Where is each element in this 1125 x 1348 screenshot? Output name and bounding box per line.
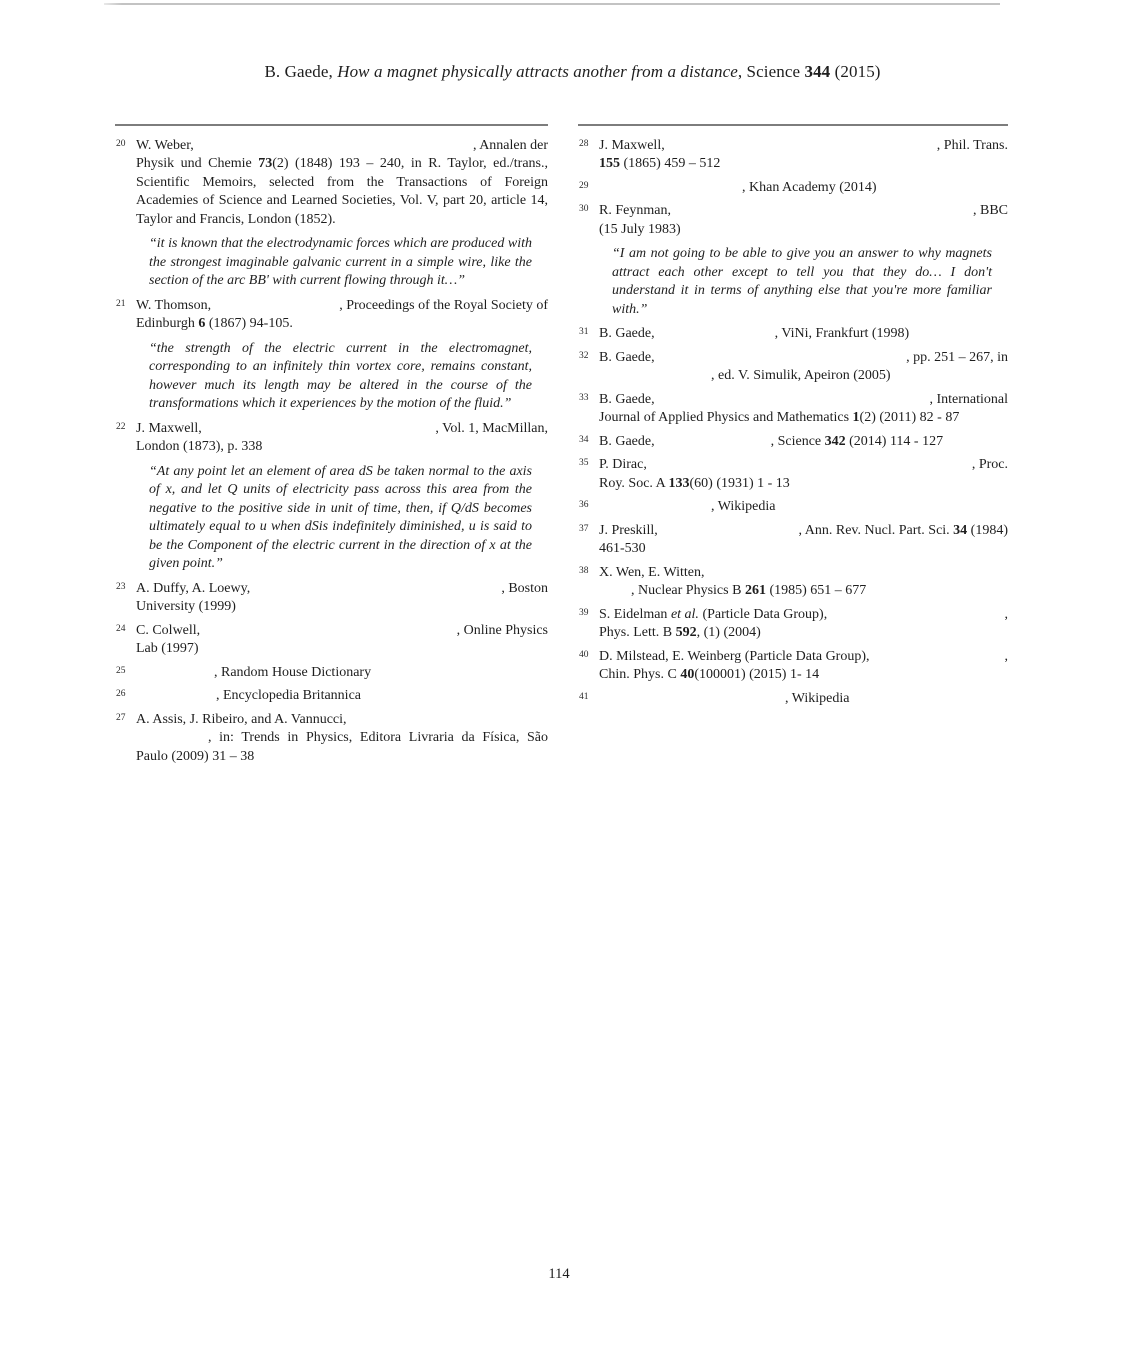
text-segment: , Science — [770, 433, 825, 449]
reference-line — [599, 202, 1008, 221]
reference-source — [473, 137, 548, 156]
text-segment: London (1873), p. 338 — [136, 439, 263, 455]
text-segment: , Khan Academy (2014) — [742, 179, 877, 195]
reference-authors — [136, 580, 250, 599]
text-segment: (2) (1848) 193 – 240, in R. Taylor, ed./trans., Scientific Memoirs, selected from the Transactions of Foreign Academies of Science and Learned Societies, Vol. V, part 20, article 14, Taylor and Francis, London (1852). — [136, 156, 548, 227]
redacted-title-gap — [136, 675, 214, 676]
footnotes-column-right — [578, 124, 1008, 713]
reference-authors — [599, 137, 665, 156]
text-segment: , — [1004, 606, 1008, 622]
reference-line — [136, 687, 548, 706]
footnote-number: 23 — [116, 581, 126, 592]
footnote-number: 35 — [579, 458, 589, 469]
reference-quote — [149, 235, 532, 291]
text-segment: , Vol. 1, MacMillan, — [435, 420, 548, 436]
text-segment: University (1999) — [136, 599, 236, 615]
footnote-25 — [115, 664, 548, 683]
text-segment: C. Colwell, — [136, 622, 201, 638]
reference-authors — [599, 648, 870, 667]
footnote-number: 39 — [579, 607, 589, 618]
reference-authors — [136, 297, 211, 316]
reference-line — [599, 137, 1008, 156]
text-segment: 40 — [680, 667, 695, 683]
footnote-number: 32 — [579, 350, 589, 361]
reference-authors — [599, 202, 671, 221]
text-segment: , International — [929, 391, 1008, 407]
footnote-36 — [578, 498, 1008, 517]
reference-authors — [599, 522, 658, 541]
reference-line — [599, 564, 1008, 583]
reference-line — [136, 315, 548, 334]
text-segment: (2015) — [830, 62, 881, 81]
text-segment: 461-530 — [599, 541, 646, 557]
footnote-39 — [578, 606, 1008, 643]
text-segment: , Proceedings of the Royal Society of — [339, 297, 548, 313]
footnote-33 — [578, 391, 1008, 428]
text-segment: 592 — [675, 625, 697, 641]
text-segment: , Boston — [501, 580, 548, 596]
text-segment: Roy. Soc. A — [599, 475, 669, 491]
footnote-22 — [115, 420, 548, 574]
footnote-number: 38 — [579, 565, 589, 576]
reference-line — [136, 438, 548, 457]
text-segment: S. Eidelman — [599, 606, 671, 622]
text-segment: , ed. V. Simulik, Apeiron (2005) — [711, 368, 891, 384]
footnote-34 — [578, 433, 1008, 452]
text-segment: Edinburgh — [136, 316, 199, 332]
footnote-26 — [115, 687, 548, 706]
reference-authors — [599, 349, 655, 368]
reference-source — [799, 522, 1008, 541]
footnote-29 — [578, 179, 1008, 198]
reference-line — [599, 433, 1008, 452]
reference-line — [136, 640, 548, 659]
reference-line — [599, 325, 1008, 344]
footnote-27 — [115, 711, 548, 767]
text-segment: Phys. Lett. B — [599, 625, 676, 641]
text-segment: , — [1004, 648, 1008, 664]
reference-line — [599, 540, 1008, 559]
text-segment: (2014) 114 - 127 — [845, 433, 944, 449]
reference-source — [906, 349, 1008, 368]
text-segment: , in: Trends in Physics, Editora Livraria da Física, São — [208, 730, 548, 746]
footnote-number: 22 — [116, 421, 126, 432]
reference-authors — [136, 137, 194, 156]
reference-authors — [136, 420, 202, 439]
reference-source — [1005, 606, 1009, 625]
text-segment: “At any point let an element of area dS be taken normal to the axis of x, and let Q units of electricity pass across this area from the negative to the positive side in unit of time, then, if Q/dS becomes ultimately equal to u when dSis indefinitely diminished, u is said to be the Component of the electric current in the direction of x at the given point.” — [149, 463, 532, 572]
footnote-28 — [578, 137, 1008, 174]
reference-line — [599, 456, 1008, 475]
text-segment: B. Gaede, — [264, 62, 338, 81]
reference-line — [136, 711, 548, 730]
footnote-separator-right — [578, 124, 1008, 126]
reference-line — [599, 475, 1008, 494]
footnote-30 — [578, 202, 1008, 319]
text-segment: (1865) 459 – 512 — [620, 156, 721, 172]
footnote-31 — [578, 325, 1008, 344]
footnotes-column-left — [115, 124, 548, 771]
text-segment: Physik und Chemie — [136, 156, 259, 172]
reference-line — [136, 420, 548, 439]
reference-line — [599, 409, 1008, 428]
reference-source — [457, 622, 548, 641]
reference-line — [599, 582, 1008, 601]
text-segment: Chin. Phys. C — [599, 667, 681, 683]
reference-quote — [612, 245, 992, 319]
text-segment: “it is known that the electrodynamic forces which are produced with the strongest imaginable galvanic current in a simple wire, like the section of the arc BB' with current flowing through it…” — [149, 236, 532, 289]
text-segment: , ViNi, Frankfurt (1998) — [774, 326, 910, 342]
text-segment: et al. — [670, 606, 699, 622]
reference-line — [136, 580, 548, 599]
reference-line — [599, 498, 1008, 517]
text-segment: , Random House Dictionary — [214, 664, 372, 680]
text-segment: , Science — [737, 62, 805, 81]
text-segment: , pp. 251 – 267, in — [906, 349, 1008, 365]
redacted-title-gap — [599, 701, 785, 702]
reference-line — [599, 391, 1008, 410]
redacted-title-gap — [136, 740, 208, 741]
reference-line — [599, 606, 1008, 625]
reference-line — [599, 690, 1008, 709]
redacted-title-gap — [599, 190, 742, 191]
reference-line — [599, 666, 1008, 685]
text-segment: 342 — [824, 433, 846, 449]
text-segment: (60) (1931) 1 - 13 — [689, 475, 790, 491]
redacted-title-gap — [136, 698, 216, 699]
reference-line — [599, 221, 1008, 240]
reference-authors — [599, 456, 647, 475]
text-segment: W. Weber, — [136, 137, 194, 153]
reference-line — [136, 622, 548, 641]
text-segment: , Annalen der — [472, 137, 548, 153]
text-segment: “the strength of the electric current in the electromagnet, corresponding to an infinitely thin vortex core, remains constant, however much its length may be altered in the course of the transformations which it experiences by the motion of the fluid.” — [149, 340, 532, 412]
text-segment: (1867) 94-105. — [205, 316, 293, 332]
text-segment: B. Gaede, — [599, 433, 655, 449]
reference-line — [599, 624, 1008, 643]
text-segment: 6 — [198, 316, 206, 332]
text-segment: Journal of Applied Physics and Mathematics — [599, 410, 853, 426]
text-segment: , Ann. Rev. Nucl. Part. Sci. — [798, 522, 954, 538]
text-segment: (1984) — [967, 522, 1008, 538]
footnote-number: 28 — [579, 138, 589, 149]
footnote-number: 41 — [579, 691, 589, 702]
text-segment: B. Gaede, — [599, 326, 655, 342]
redacted-title-gap — [599, 509, 711, 510]
text-segment: , BBC — [972, 203, 1008, 219]
text-segment: (Particle Data Group), — [698, 606, 828, 622]
text-segment: P. Dirac, — [599, 457, 647, 473]
text-segment: , Wikipedia — [785, 690, 850, 706]
reference-source — [929, 391, 1008, 410]
footnote-number: 31 — [579, 327, 589, 338]
text-segment: , Phil. Trans. — [936, 137, 1008, 153]
text-segment: 155 — [599, 156, 620, 172]
reference-source — [501, 580, 548, 599]
footnote-20 — [115, 137, 548, 291]
text-segment: 261 — [744, 583, 766, 599]
reference-line — [599, 179, 1008, 198]
footnote-number: 25 — [116, 665, 126, 676]
reference-line — [136, 729, 548, 748]
reference-line — [136, 155, 548, 229]
footnote-list-right — [578, 137, 1008, 709]
text-segment: (15 July 1983) — [599, 221, 681, 237]
text-segment: J. Maxwell, — [136, 420, 202, 436]
text-segment: , Proc. — [971, 457, 1008, 473]
text-segment: B. Gaede, — [599, 349, 655, 365]
text-segment: A. Duffy, A. Loewy, — [136, 580, 251, 596]
footnote-number: 37 — [579, 523, 589, 534]
text-segment: , Online Physics — [456, 622, 548, 638]
footnote-number: 21 — [116, 298, 126, 309]
footnote-number: 36 — [579, 500, 589, 511]
reference-line — [599, 648, 1008, 667]
footnote-23 — [115, 580, 548, 617]
reference-authors — [599, 391, 655, 410]
text-segment: J. Preskill, — [599, 522, 658, 538]
page-number: 114 — [548, 1266, 570, 1282]
text-segment: “I am not going to be able to give you an answer to why magnets attract each other except to tell you that they do… I don't understand it in terms of anything else that you're more familiar with.” — [612, 246, 992, 317]
footnote-number: 27 — [116, 712, 126, 723]
redacted-title-gap — [599, 593, 631, 594]
redacted-title-gap — [655, 444, 771, 445]
footnote-24 — [115, 622, 548, 659]
text-segment: How a magnet physically attracts another from a distance — [337, 62, 738, 81]
text-segment: , Wikipedia — [711, 499, 776, 515]
footnote-41 — [578, 690, 1008, 709]
reference-line — [599, 155, 1008, 174]
footnote-number: 33 — [579, 392, 589, 403]
document-title — [135, 62, 1010, 82]
reference-quote — [149, 340, 532, 414]
text-segment: (100001) (2015) 1- 14 — [694, 667, 820, 683]
reference-source — [435, 420, 548, 439]
text-segment: B. Gaede, — [599, 391, 655, 407]
reference-line — [136, 664, 548, 683]
reference-authors — [599, 606, 827, 625]
text-segment: , (1) (2004) — [696, 625, 761, 641]
reference-line — [136, 748, 548, 767]
footnote-number: 24 — [116, 623, 126, 634]
reference-source — [339, 297, 548, 316]
footnote-number: 26 — [116, 689, 126, 700]
reference-authors — [136, 622, 200, 641]
reference-source — [973, 202, 1008, 221]
footnote-35 — [578, 456, 1008, 493]
footnote-number: 29 — [579, 180, 589, 191]
text-segment: 34 — [953, 522, 968, 538]
footnote-21 — [115, 297, 548, 414]
text-segment: , Nuclear Physics B — [631, 583, 745, 599]
text-segment: (2) (2011) 82 - 87 — [859, 410, 960, 426]
text-segment: D. Milstead, E. Weinberg (Particle Data Group), — [599, 648, 870, 664]
footnote-number: 30 — [579, 204, 589, 215]
reference-source — [972, 456, 1008, 475]
text-segment: R. Feynman, — [599, 203, 671, 219]
text-segment: Lab (1997) — [136, 641, 199, 657]
reference-quote — [149, 463, 532, 574]
reference-source — [937, 137, 1008, 156]
reference-line — [136, 137, 548, 156]
footnote-number: 20 — [116, 138, 126, 149]
text-segment: W. Thomson, — [136, 297, 212, 313]
text-segment: , Encyclopedia Britannica — [216, 688, 361, 704]
text-segment: J. Maxwell, — [599, 137, 665, 153]
text-segment: X. Wen, E. Witten, — [599, 564, 705, 580]
footnote-32 — [578, 349, 1008, 386]
footnote-38 — [578, 564, 1008, 601]
reference-line — [599, 522, 1008, 541]
reference-line — [136, 598, 548, 617]
reference-line — [599, 349, 1008, 368]
reference-line — [599, 367, 1008, 386]
footnote-37 — [578, 522, 1008, 559]
text-segment: (1985) 651 – 677 — [765, 583, 867, 599]
text-segment: 1 — [852, 410, 860, 426]
footnote-40 — [578, 648, 1008, 685]
page-top-rule — [104, 3, 1000, 5]
footnote-number: 40 — [579, 649, 589, 660]
reference-source — [1005, 648, 1009, 667]
text-segment: 73 — [258, 156, 273, 172]
text-segment: A. Assis, J. Ribeiro, and A. Vannucci, — [136, 711, 347, 727]
footnote-list-left — [115, 137, 548, 767]
redacted-title-gap — [599, 378, 711, 379]
redacted-title-gap — [655, 336, 775, 337]
reference-line — [136, 297, 548, 316]
text-segment: 133 — [668, 475, 690, 491]
text-segment: 344 — [804, 62, 831, 81]
footnote-number: 34 — [579, 434, 589, 445]
footnote-separator-left — [115, 124, 548, 126]
text-segment: Paulo (2009) 31 – 38 — [136, 748, 255, 764]
